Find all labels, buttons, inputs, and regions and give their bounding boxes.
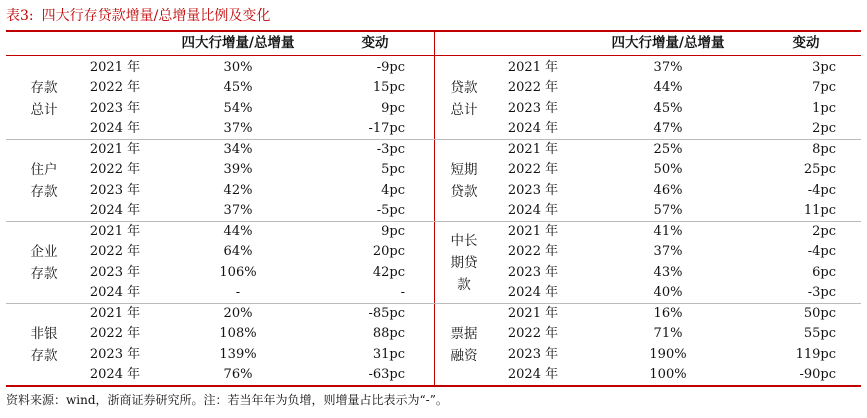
change-cell: 25pc <box>803 162 836 177</box>
change-cell: 31pc <box>372 346 405 362</box>
center-divider <box>434 31 435 386</box>
group-label-line: 总计 <box>30 101 58 118</box>
ratio-cell: 190% <box>649 346 687 362</box>
year-cell: 2021 年 <box>507 223 559 239</box>
ratio-cell: 34% <box>223 141 253 157</box>
ratio-cell: 139% <box>219 346 257 362</box>
change-cell: 2pc <box>812 121 836 136</box>
year-cell: 2023 年 <box>89 182 141 198</box>
change-cell: 88pc <box>372 326 405 341</box>
group-label-line: 存款 <box>30 79 58 96</box>
ratio-cell: 45% <box>223 80 253 95</box>
year-cell: 2024 年 <box>89 121 141 136</box>
change-cell: 2pc <box>812 223 836 239</box>
left-ratio-header: 四大行增量/总增量 <box>181 35 295 51</box>
year-cell: 2022 年 <box>89 244 141 259</box>
table-title <box>6 6 270 26</box>
change-cell: 55pc <box>803 326 836 341</box>
ratio-cell: 37% <box>653 59 683 75</box>
group-label-line: 票据 <box>450 325 478 342</box>
left-group-label <box>22 241 66 285</box>
change-cell: -4pc <box>807 244 836 259</box>
change-cell: -63pc <box>368 367 405 382</box>
year-cell: 2024 年 <box>507 121 559 136</box>
year-cell: 2022 年 <box>89 162 141 177</box>
year-cell: 2023 年 <box>89 264 141 280</box>
year-cell: 2022 年 <box>507 162 559 177</box>
ratio-cell: 37% <box>653 244 683 259</box>
change-cell: -90pc <box>799 367 836 382</box>
ratio-cell: 108% <box>219 326 257 341</box>
change-cell: 4pc <box>381 182 405 198</box>
right-group-label <box>442 77 486 121</box>
group-label-line: 住户 <box>30 161 58 178</box>
year-cell: 2023 年 <box>89 100 141 116</box>
ratio-cell: 16% <box>653 305 683 321</box>
ratio-cell: 25% <box>653 141 683 157</box>
group-label-line: 存款 <box>30 265 58 282</box>
change-cell: 8pc <box>812 141 836 157</box>
left-group-label <box>22 77 66 121</box>
right-group-label <box>442 159 486 203</box>
ratio-cell: 39% <box>223 162 253 177</box>
group-label-line: 期贷 <box>450 254 478 271</box>
group-label-line: 款 <box>457 276 471 293</box>
ratio-cell: 64% <box>223 244 253 259</box>
group-label-line: 总计 <box>450 101 478 118</box>
year-cell: 2021 年 <box>89 223 141 239</box>
left-group-label <box>22 323 66 367</box>
year-cell: 2024 年 <box>507 285 559 300</box>
change-cell: 9pc <box>381 100 405 116</box>
ratio-cell: 42% <box>223 182 253 198</box>
group-label-line: 企业 <box>30 243 58 260</box>
group-label-line: 非银 <box>30 325 58 342</box>
change-cell: -4pc <box>807 182 836 198</box>
year-cell: 2024 年 <box>89 285 141 300</box>
change-cell: 7pc <box>812 80 836 95</box>
change-cell: 11pc <box>803 203 836 218</box>
right-group-label <box>442 323 486 367</box>
ratio-cell: 106% <box>219 264 257 280</box>
change-cell: 42pc <box>372 264 405 280</box>
change-cell: -9pc <box>376 59 405 75</box>
group-label-line: 存款 <box>30 183 58 200</box>
year-cell: 2023 年 <box>507 346 559 362</box>
group-label-line: 融资 <box>450 347 478 364</box>
year-cell: 2024 年 <box>89 203 141 218</box>
right-ratio-header: 四大行增量/总增量 <box>611 35 725 51</box>
group-label-line: 贷款 <box>450 79 478 96</box>
ratio-cell: 44% <box>223 223 253 239</box>
table-title-text: 四大行存贷款增量/总增量比例及变化 <box>41 8 271 24</box>
ratio-cell: 37% <box>223 203 253 218</box>
left-change-header: 变动 <box>361 35 389 51</box>
year-cell: 2024 年 <box>507 203 559 218</box>
year-cell: 2024 年 <box>89 367 141 382</box>
year-cell: 2023 年 <box>507 100 559 116</box>
change-cell: 9pc <box>381 223 405 239</box>
ratio-cell: 44% <box>653 80 683 95</box>
ratio-cell: 37% <box>223 121 253 136</box>
ratio-cell: 47% <box>653 121 683 136</box>
ratio-cell: 43% <box>653 264 683 280</box>
change-cell: 3pc <box>812 59 836 75</box>
year-cell: 2021 年 <box>89 59 141 75</box>
year-cell: 2021 年 <box>89 141 141 157</box>
year-cell: 2024 年 <box>507 367 559 382</box>
year-cell: 2022 年 <box>507 326 559 341</box>
ratio-cell: 76% <box>223 367 253 382</box>
ratio-cell: 20% <box>223 305 253 321</box>
year-cell: 2022 年 <box>89 326 141 341</box>
ratio-cell: 40% <box>653 285 683 300</box>
change-cell: -85pc <box>368 305 405 321</box>
year-cell: 2021 年 <box>507 59 559 75</box>
right-group-label <box>442 230 486 296</box>
change-cell: 5pc <box>381 162 405 177</box>
ratio-cell: 45% <box>653 100 683 116</box>
change-cell: 119pc <box>795 346 836 362</box>
year-cell: 2022 年 <box>89 80 141 95</box>
change-cell: 50pc <box>803 305 836 321</box>
year-cell: 2022 年 <box>507 80 559 95</box>
left-group-label <box>22 159 66 203</box>
ratio-cell: 57% <box>653 203 683 218</box>
group-label-line: 短期 <box>450 161 478 178</box>
ratio-cell: 30% <box>223 59 253 75</box>
year-cell: 2021 年 <box>507 305 559 321</box>
year-cell: 2022 年 <box>507 244 559 259</box>
year-cell: 2023 年 <box>507 182 559 198</box>
group-label-line: 中长 <box>450 232 478 249</box>
change-cell: 6pc <box>812 264 836 280</box>
ratio-cell: 100% <box>649 367 687 382</box>
change-cell: 1pc <box>812 100 836 116</box>
ratio-cell: 46% <box>653 182 683 198</box>
year-cell: 2023 年 <box>507 264 559 280</box>
change-cell: 20pc <box>372 244 405 259</box>
ratio-cell: - <box>235 285 241 300</box>
group-label-line: 贷款 <box>450 183 478 200</box>
change-cell: -3pc <box>807 285 836 300</box>
source-note: 资料来源：wind，浙商证券研究所。注：若当年年为负增，则增量占比表示为“-”。 <box>6 393 448 407</box>
ratio-cell: 71% <box>653 326 683 341</box>
ratio-cell: 54% <box>223 100 253 116</box>
ratio-cell: 50% <box>653 162 683 177</box>
group-label-line: 存款 <box>30 347 58 364</box>
change-cell: -5pc <box>376 203 405 218</box>
ratio-cell: 41% <box>653 223 683 239</box>
year-cell: 2023 年 <box>89 346 141 362</box>
year-cell: 2021 年 <box>89 305 141 321</box>
table-number: 表3: <box>6 8 34 24</box>
year-cell: 2021 年 <box>507 141 559 157</box>
change-cell: 15pc <box>372 80 405 95</box>
change-cell: - <box>400 285 405 300</box>
change-cell: -17pc <box>368 121 405 136</box>
right-change-header: 变动 <box>792 35 820 51</box>
change-cell: -3pc <box>376 141 405 157</box>
